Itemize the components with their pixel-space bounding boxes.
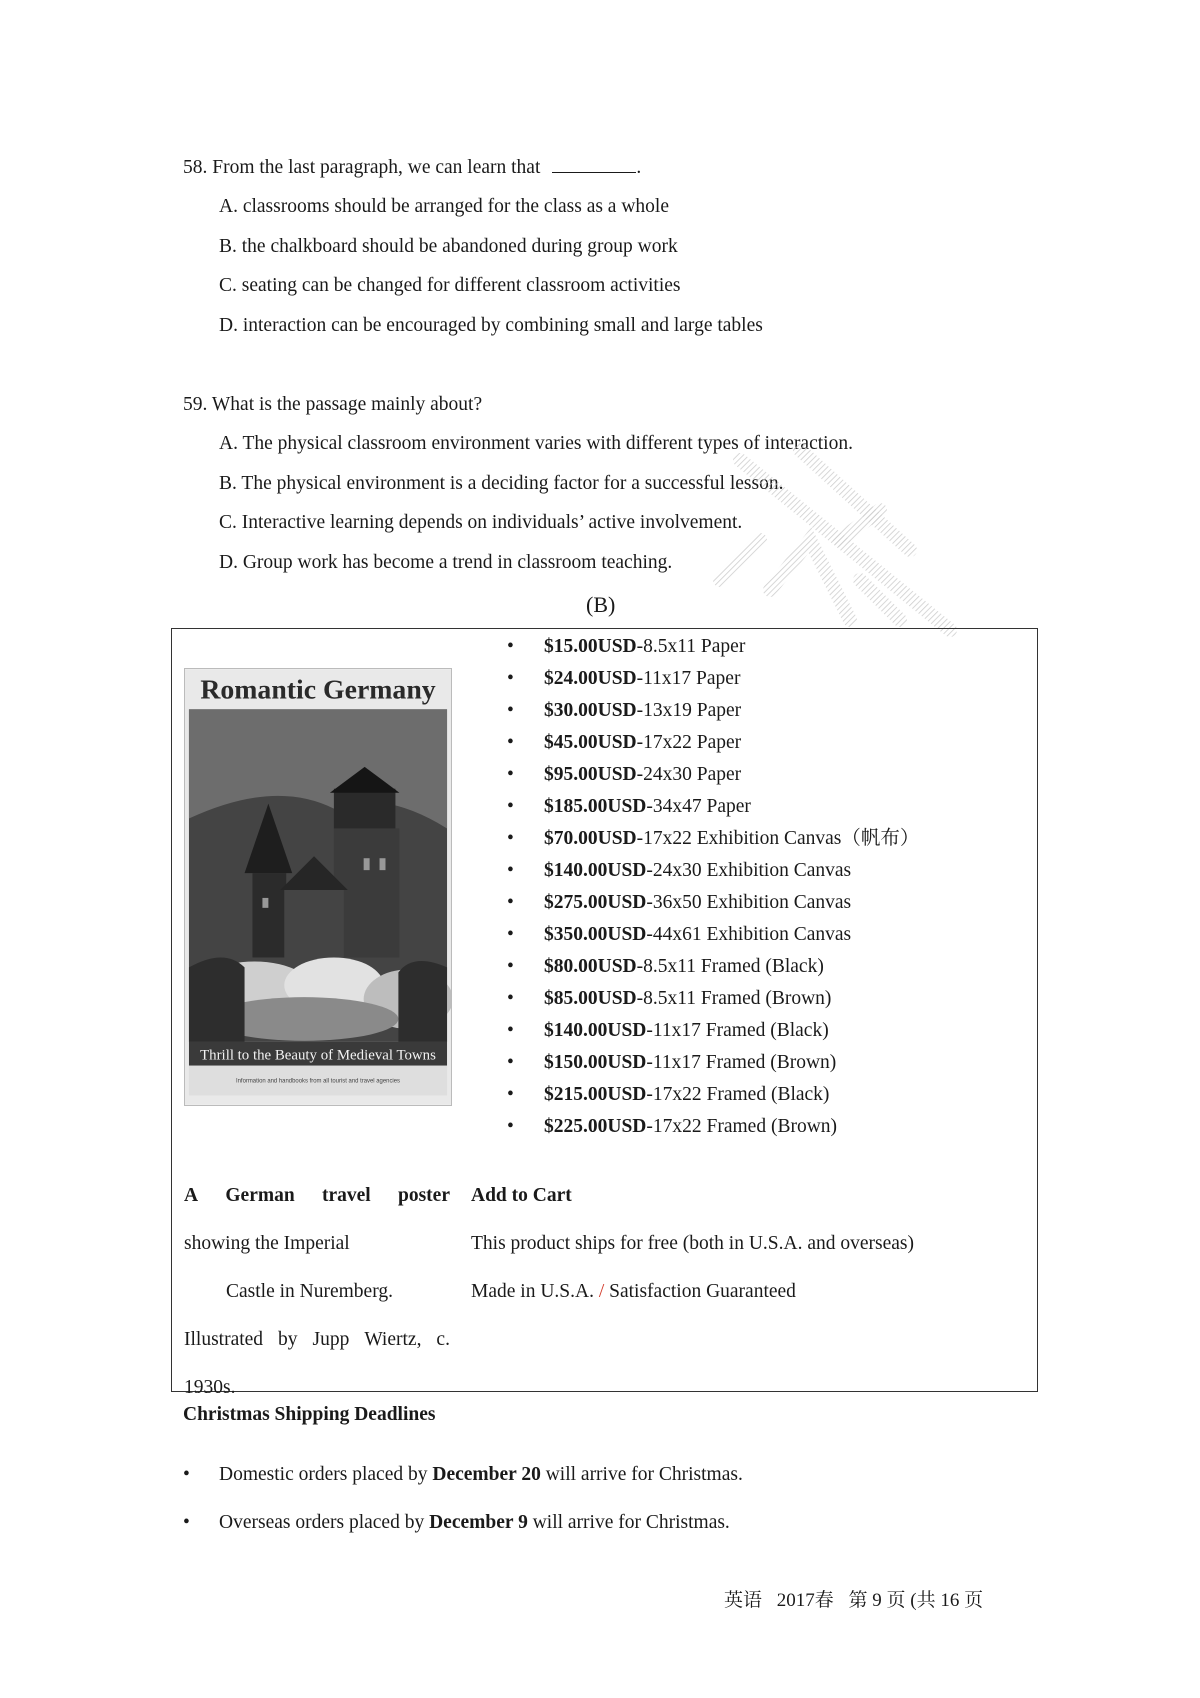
question-59-stem: 59. What is the passage mainly about? <box>183 394 483 415</box>
caption-line-3: Castle in Nuremberg. <box>226 1281 393 1302</box>
poster-ad-box: Romantic Germany Thrill to the Beauty of Medieval Towns Information and handbooks from all tourist and travel agencies • $15.00USD-8.5x11 Paper • $24.00USD-11x17 Paper • $30.00USD-13x19 Paper • $45.00USD-17x22 Paper • $95.00USD-24x30 Paper • $185.00USD-34x47 Paper • $70.00USD-17x22 Exhibition Canvas（帆布） • $140.00USD-24x30 Exhibition Canvas • $275.00USD-36x50 Exhibition Canvas • $350.00USD-44x61 Exhibition Canvas • $80.00USD-8.5x11 Framed (Black) • $85.00USD-8.5x11 Framed (Brown) • $140.00USD-11x17 Framed (Black) • $150.00USD-11x17 Framed (Brown) • $215.00USD-17x22 Framed (Black) • $225.00USD-17x22 Framed (Brown) A German travel poster showing the Imperial Castle in Nuremberg. Illustrated by Jupp Wiertz, c. 1930s. Add to Cart This product ships for free (both in U.S.A. and overseas) Made in U.S.A. / Satisfaction Guaranteed <box>171 628 1038 1392</box>
q59-option-c: C. Interactive learning depends on individuals’ active involvement. <box>219 512 743 533</box>
q58-option-b: B. the chalkboard should be abandoned during group work <box>219 236 678 257</box>
section-label: (B) <box>586 592 616 617</box>
footer-subject: 英语 <box>724 1590 763 1611</box>
bullet-icon: • <box>507 1020 514 1041</box>
christmas-deadlines-title: Christmas Shipping Deadlines <box>183 1404 436 1425</box>
add-to-cart-link[interactable]: Add to Cart <box>471 1185 572 1206</box>
bullet-icon: • <box>507 1052 514 1073</box>
bullet-icon: • <box>507 764 514 785</box>
bullet-icon: • <box>507 828 514 849</box>
answer-blank <box>552 156 636 173</box>
watermark-graphic <box>700 430 1000 640</box>
slash-separator: / <box>598 1281 605 1302</box>
q59-option-a: A. The physical classroom environment varies with different types of interaction. <box>219 433 853 454</box>
bullet-icon: • <box>507 924 514 945</box>
bullet-icon: • <box>507 892 514 913</box>
q59-option-b: B. The physical environment is a deciding factor for a successful lesson. <box>219 473 784 494</box>
deadline-item-overseas: • Overseas orders placed by December 9 will arrive for Christmas. <box>183 1512 730 1533</box>
bullet-icon: • <box>507 860 514 881</box>
bullet-icon: • <box>507 668 514 689</box>
bullet-icon: • <box>507 988 514 1009</box>
bullet-icon: • <box>183 1512 190 1533</box>
poster-banner: Thrill to the Beauty of Medieval Towns <box>200 1047 436 1064</box>
q58-option-a: A. classrooms should be arranged for the class as a whole <box>219 196 669 217</box>
bullet-icon: • <box>507 700 514 721</box>
q59-option-d: D. Group work has become a trend in classroom teaching. <box>219 552 673 573</box>
bullet-icon: • <box>507 1116 514 1137</box>
caption-line-5: 1930s. <box>184 1377 236 1398</box>
q58-option-c: C. seating can be changed for different classroom activities <box>219 275 681 296</box>
footer-term: 2017春 <box>776 1590 834 1611</box>
guarantee-line: Made in U.S.A. / Satisfaction Guaranteed <box>471 1281 796 1302</box>
bullet-icon: • <box>507 956 514 977</box>
bullet-icon: • <box>183 1464 190 1485</box>
bullet-icon: • <box>507 796 514 817</box>
page-footer <box>724 1585 993 1612</box>
bullet-icon: • <box>507 1084 514 1105</box>
footer-page-number: 第 9 页 (共 16 页 <box>848 1590 984 1611</box>
poster-title: Romantic Germany <box>200 674 436 706</box>
poster-fineprint: Information and handbooks from all tourist and travel agencies <box>235 1078 401 1085</box>
question-58 <box>183 156 763 336</box>
question-59 <box>183 393 853 573</box>
bullet-icon: • <box>507 732 514 753</box>
deadline-item-domestic: • Domestic orders placed by December 20 will arrive for Christmas. <box>183 1464 743 1485</box>
poster-image <box>184 668 452 1106</box>
caption-line-2: showing the Imperial <box>184 1233 350 1254</box>
caption-line-1: A German travel poster <box>184 1185 450 1206</box>
bullet-icon: • <box>507 636 514 657</box>
question-58-stem: 58. From the last paragraph, we can learn that . <box>183 157 642 178</box>
caption-line-4: Illustrated by Jupp Wiertz, c. <box>184 1329 450 1350</box>
shipping-note: This product ships for free (both in U.S.A. and overseas) <box>471 1233 914 1254</box>
q58-option-d: D. interaction can be encouraged by combining small and large tables <box>219 315 763 336</box>
